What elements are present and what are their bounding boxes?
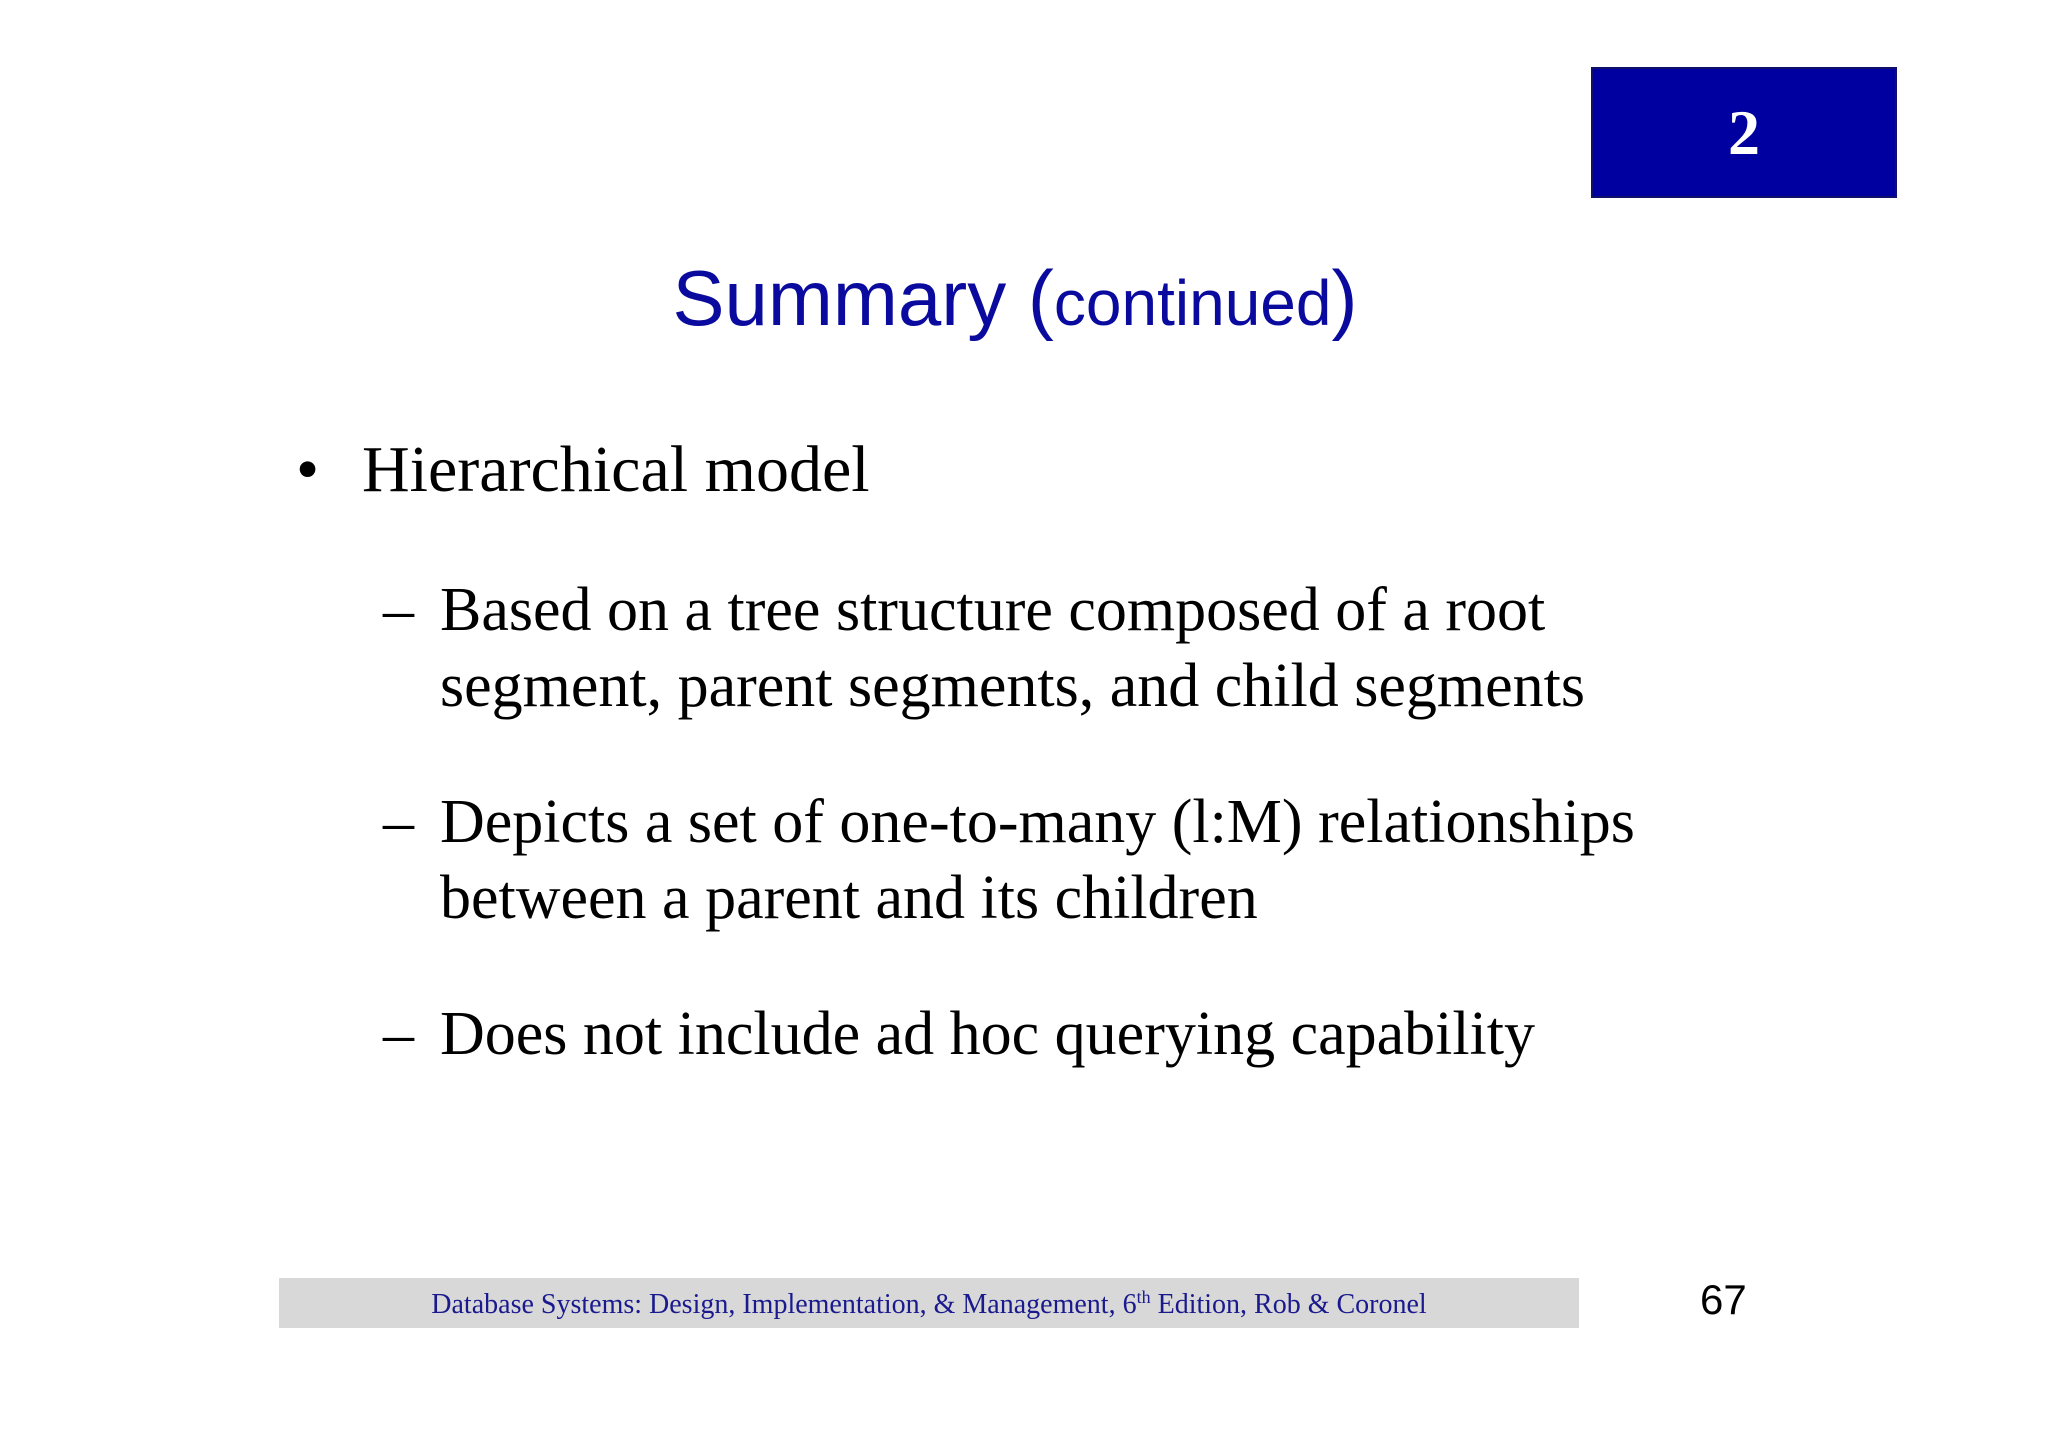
footer-bar xyxy=(279,1278,1579,1328)
sub-bullet-marker: – xyxy=(383,788,414,856)
title-sub: continued xyxy=(1053,267,1332,339)
title-paren-close: ) xyxy=(1331,254,1358,342)
sub-bullet-text xyxy=(440,572,1740,724)
sub-bullet-line: Does not include ad hoc querying capability xyxy=(440,1000,1536,1068)
sub-bullet-marker: – xyxy=(383,576,414,644)
page-number: 67 xyxy=(1700,1276,1747,1323)
sub-bullet-line: Depicts a set of one-to-many (l:M) relationships xyxy=(440,788,1635,856)
footer-citation xyxy=(279,1278,1579,1328)
sub-bullet-line: between a parent and its children xyxy=(440,864,1258,932)
chapter-badge xyxy=(1591,67,1897,198)
sub-bullet-text xyxy=(440,996,1740,1072)
sub-bullet-marker: – xyxy=(383,1000,414,1068)
sub-bullet-text xyxy=(440,784,1740,936)
footer-superscript: th xyxy=(1136,1287,1151,1307)
footer-text-after: Edition, Rob & Coronel xyxy=(1150,1289,1427,1320)
title-paren-open: ( xyxy=(1027,254,1054,342)
sub-bullet-line: segment, parent segments, and child segments xyxy=(440,652,1586,720)
sub-bullet-line: Based on a tree structure composed of a root xyxy=(440,576,1546,644)
slide-title xyxy=(0,248,2030,353)
bullet-text: Hierarchical model xyxy=(362,433,870,506)
chapter-number: 2 xyxy=(1728,96,1760,168)
footer-text-before: Database Systems: Design, Implementation, & Management, 6 xyxy=(431,1289,1137,1320)
bullet-marker: • xyxy=(296,433,320,506)
title-main: Summary xyxy=(672,254,1007,342)
